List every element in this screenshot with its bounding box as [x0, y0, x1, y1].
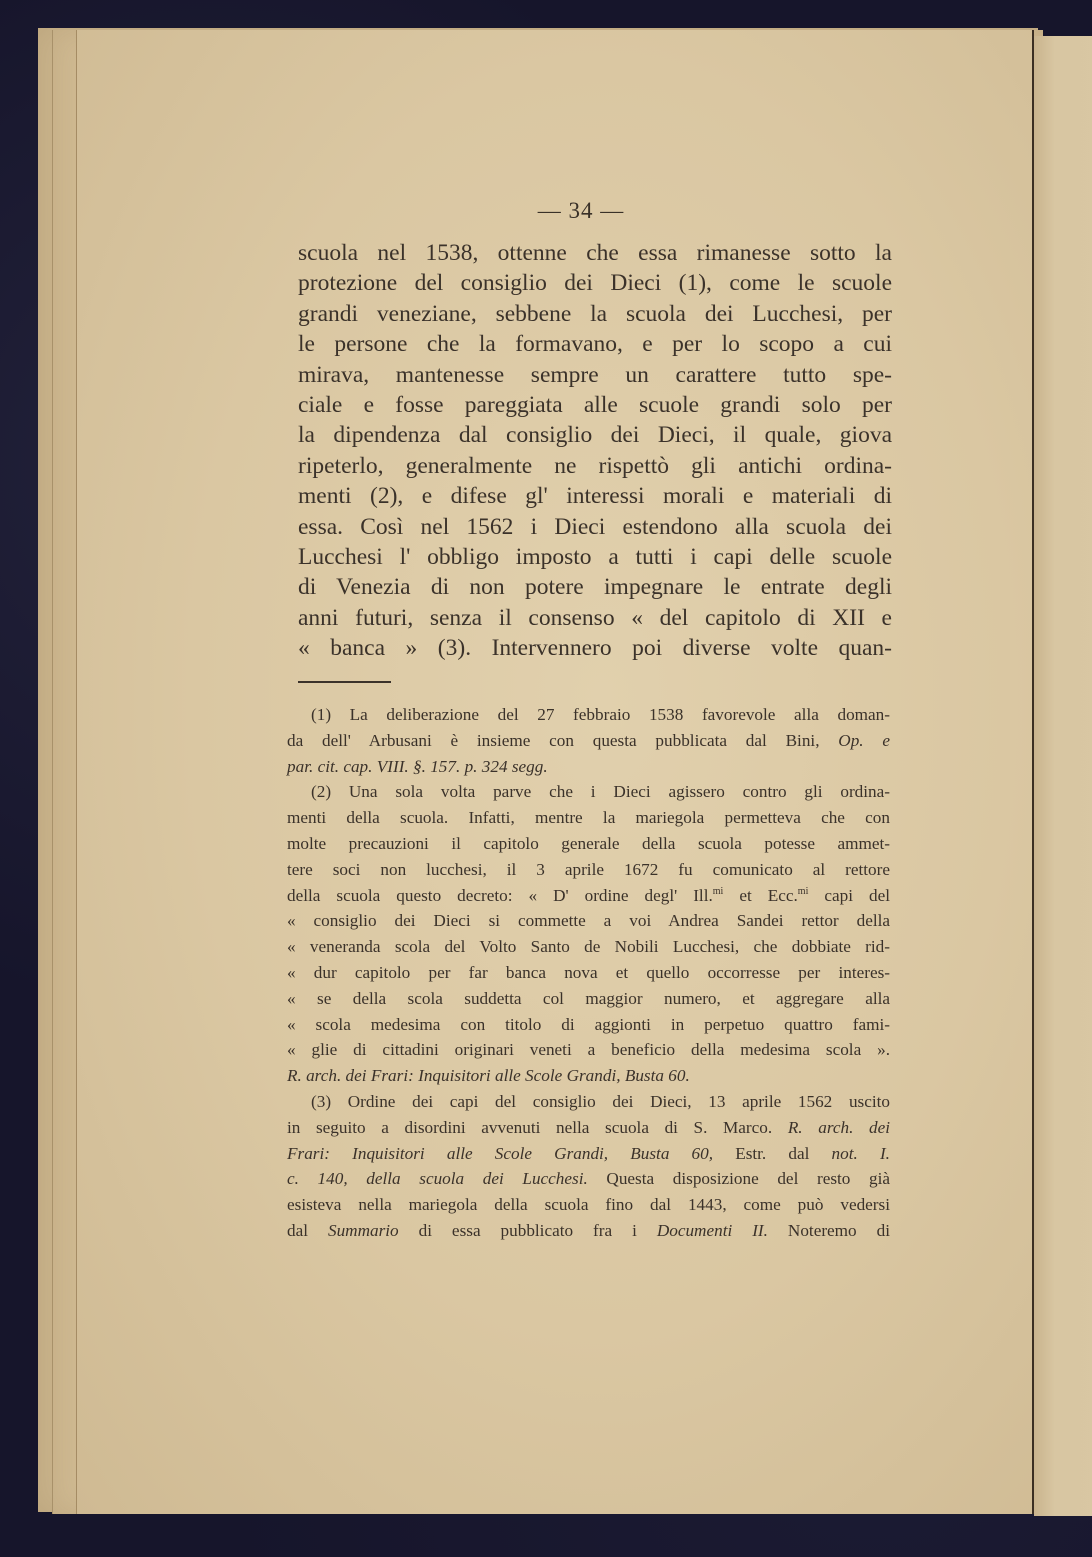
footnote-2-line — [287, 1063, 890, 1089]
body-line: Lucchesi l' obbligo imposto a tutti i capi delle scuole — [298, 544, 892, 571]
footnote-2-line — [287, 883, 890, 909]
footnote-citation: Documenti II. — [656, 1220, 768, 1240]
footnote-text: di essa pubblicato fra i — [398, 1220, 657, 1240]
footnote-3-line — [287, 1218, 890, 1244]
footnote-text: Noteremo di — [767, 1220, 890, 1240]
footnote-2-line: « veneranda scola del Volto Santo de Nobili Lucchesi, che dobbiate rid- — [287, 937, 890, 957]
body-line: grandi veneziane, sebbene la scuola dei Lucchesi, per — [298, 300, 892, 327]
footnote-citation: R. arch. dei — [787, 1117, 891, 1137]
body-line: protezione del consiglio dei Dieci (1), come le scuole — [298, 270, 892, 297]
footnote-text: dal — [287, 1220, 328, 1240]
footnote-2-line: « dur capitolo per far banca nova et quello occorresse per interes- — [287, 962, 890, 982]
footnote-citation: par. cit. cap. VIII. §. 157. p. 324 segg. — [287, 756, 548, 776]
body-line: la dipendenza dal consiglio dei Dieci, il quale, giova — [298, 422, 892, 449]
footnote-3-line: (3) Ordine dei capi del consiglio dei Dieci, 13 aprile 1562 uscito — [311, 1091, 890, 1111]
footnote-text: da dell' Arbusani è insieme con questa pubblicata dal Bini, — [287, 730, 820, 750]
footnote-text: Questa disposizione del resto già — [587, 1169, 891, 1189]
footnote-text: Estr. dal — [713, 1143, 832, 1163]
footnote-3-line — [287, 1166, 890, 1192]
body-line: le persone che la formavano, e per lo scopo a cui — [298, 331, 892, 358]
footnote-citation: not. I. — [831, 1143, 890, 1163]
body-line: di Venezia di non potere impegnare le entrate degli — [298, 574, 892, 601]
body-line: anni futuri, senza il consenso « del capitolo di XII e — [298, 604, 892, 631]
footnote-2-line: « glie di cittadini originari veneti a beneficio della medesima scola ». — [287, 1040, 890, 1060]
footnote-1-line — [287, 728, 890, 754]
footnote-2-line: tere soci non lucchesi, il 3 aprile 1672 fu comunicato al rettore — [287, 859, 890, 879]
body-line: mirava, mantenesse sempre un carattere tutto spe- — [298, 361, 892, 388]
footnote-text: et Ecc. — [723, 885, 798, 905]
footnote-text: in seguito a disordini avvenuti nella scuola di S. Marco. — [287, 1117, 773, 1137]
body-line: scuola nel 1538, ottenne che essa rimanesse sotto la — [298, 240, 892, 266]
footnote-2-line: « scola medesima con titolo di aggionti in perpetuo quattro fami- — [287, 1014, 890, 1034]
footnote-3-line — [287, 1141, 890, 1167]
footnote-2-line: « se della scola suddetta col maggior numero, et aggregare alla — [287, 988, 890, 1008]
footnote-citation: Summario — [327, 1220, 399, 1240]
footnotes — [287, 702, 890, 1244]
body-line: menti (2), e difese gl' interessi morali e materiali di — [298, 483, 892, 510]
superscript: mi — [797, 885, 809, 897]
body-line: ripeterlo, generalmente ne rispettò gli antichi ordina- — [298, 452, 892, 479]
footnote-text: della scuola questo decreto: « D' ordine degl' Ill. — [287, 885, 713, 905]
footnote-2-line: molte precauzioni il capitolo generale della scuola potesse ammet- — [287, 833, 890, 853]
footnote-citation: Op. e — [838, 730, 890, 750]
footnote-separator — [298, 681, 391, 683]
superscript: mi — [712, 885, 724, 897]
footnote-2-line: menti della scuola. Infatti, mentre la mariegola permetteva che con — [287, 808, 890, 828]
body-line: « banca » (3). Intervennero poi diverse volte quan- — [298, 635, 892, 662]
body-line: essa. Così nel 1562 i Dieci estendono alla scuola dei — [298, 513, 892, 540]
footnote-citation: c. 140, della scuola dei Lucchesi. — [287, 1169, 588, 1189]
footnote-2-line: (2) Una sola volta parve che i Dieci agissero contro gli ordina- — [311, 782, 890, 802]
footnote-1-line: (1) La deliberazione del 27 febbraio 1538 favorevole alla doman- — [311, 705, 890, 724]
facing-page-edge — [1034, 36, 1092, 1516]
body-text — [298, 238, 892, 664]
footnote-text: capi del — [808, 885, 890, 905]
footnote-citation: R. arch. dei Frari: Inquisitori alle Scole Grandi, Busta 60. — [287, 1066, 690, 1086]
footnote-3-line — [287, 1115, 890, 1141]
body-line: ciale e fosse pareggiata alle scuole grandi solo per — [298, 392, 892, 419]
footnote-2-line: « consiglio dei Dieci si commette a voi Andrea Sandei rettor della — [287, 911, 890, 931]
footnote-1-line — [287, 754, 890, 780]
footnote-3-line: esisteva nella mariegola della scuola fino dal 1443, come può vedersi — [287, 1195, 890, 1215]
footnote-citation: Frari: Inquisitori alle Scole Grandi, Busta 60, — [287, 1143, 714, 1163]
page-number: — 34 — — [537, 198, 625, 223]
